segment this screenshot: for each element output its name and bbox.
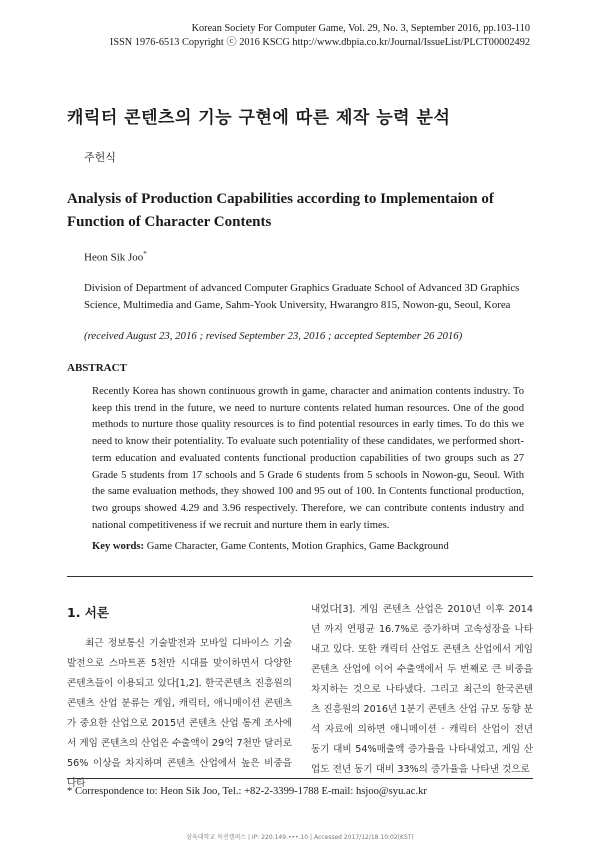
received-dates: (received August 23, 2016 ; revised September 23, 2016 ; accepted September 26 2016) xyxy=(84,330,463,342)
body-text-left-column: 최근 정보통신 기술발전과 모바일 디바이스 기술 발전으로 스마트폰 5천만 시대를 맞이하면서 다양한 콘텐츠들이 이용되고 있다[1,2]. 한국콘텐츠 진흥원의 콘텐츠 산업 분류는 게임, 캐릭터, 애니메이션 콘텐츠가 중요한 산업으로 2015년 콘텐츠 산업 통계 조사에서 게임 콘텐츠의 산업은 수출액이 29억 7천만 달러로 56% 이상을 차지하며 콘텐츠 산업에서 높은 비중을 나타 xyxy=(67,638,293,789)
korean-author: 주헌식 xyxy=(84,151,116,164)
section-divider xyxy=(67,576,533,577)
abstract-body: Recently Korea has shown continuous growth in game, character and animation contents industry. To keep this trend in the future, we need to nurture contents related human resources. One of the good methods to nurture those quality resources is to find potential resources in early times. To do this we need to know their potentiality. To evaluate such potentiality of these candidates, we performed short-term education and evaluated contents functional production capabilities of two groups such as 27 Grade 5 students from 17 schools and 5 Grade 6 students from 5 schools in Nowon-gu, Seoul. With the same evaluation methods, they showed 100 and 95 out of 100. In Contents functional production, two groups showed 4.29 and 3.96 respectively. Therefore, we can contribute contents industry and national competitiveness if we recruit and nurture them in early times. xyxy=(92,386,524,531)
journal-header xyxy=(110,22,530,49)
journal-citation: Korean Society For Computer Game, Vol. 29, No. 3, September 2016, pp.103-110 xyxy=(191,23,530,34)
affiliation: Division of Department of advanced Computer Graphics Graduate School of Advanced 3D Graphics Science, Multimedia and Game, Sahm-Yook University, Hwarangro 815, Nowon-gu, Seoul, Korea xyxy=(84,282,520,311)
english-author xyxy=(84,250,147,264)
english-author-name: Heon Sik Joo xyxy=(84,251,144,264)
keywords-label: Key words: xyxy=(92,541,145,552)
keywords-value: Game Character, Game Contents, Motion Graphics, Game Background xyxy=(146,541,449,552)
download-footer: 삼육대학교 독전캠퍼스 | IP: 220.149.•••.10 | Accessed 2017/12/18 10:02(KST) xyxy=(186,834,414,841)
keywords xyxy=(92,541,449,552)
body-text-right-column: 내었다[3]. 게임 콘텐츠 산업은 2010년 이후 2014년 까지 연평균 16.7%로 증가하며 고속성장을 나타내고 있다. 또한 캐릭터 산업도 콘텐츠 산업에서 게임 콘텐츠 산업에 이어 수출액에서 두 번째로 큰 비중을 차지하는 것으로 나타냈다. 그리고 최근의 한국콘텐츠 진흥원의 2016년 1분기 콘텐츠 산업 규모 동향 분석 자료에 의하면 애니메이션 · 캐릭터 산업이 전년 동기 대비 54%매출액 증가율을 나타내었고, 게임 산업도 전년 동기 대비 33%의 증가율을 나타낸 것으로 xyxy=(311,604,533,775)
footnote-divider xyxy=(67,778,533,779)
correspondence-footnote: * Correspondence to: Heon Sik Joo, Tel.: +82-2-3399-1788 E-mail: hsjoo@syu.ac.kr xyxy=(67,786,427,797)
korean-title: 캐릭터 콘텐츠의 기능 구현에 따른 제작 능력 분석 xyxy=(67,108,451,128)
english-title: Analysis of Production Capabilities according to Implementaion of Function of Character Contents xyxy=(67,191,494,230)
journal-issn-line: ISSN 1976-6513 Copyright ⓒ 2016 KSCG http://www.dbpia.co.kr/Journal/IssueList/PLCT00002492 xyxy=(109,36,530,48)
author-mark: * xyxy=(143,250,147,258)
abstract-heading: ABSTRACT xyxy=(67,362,127,374)
section-heading-introduction: 1. 서론 xyxy=(67,605,109,620)
